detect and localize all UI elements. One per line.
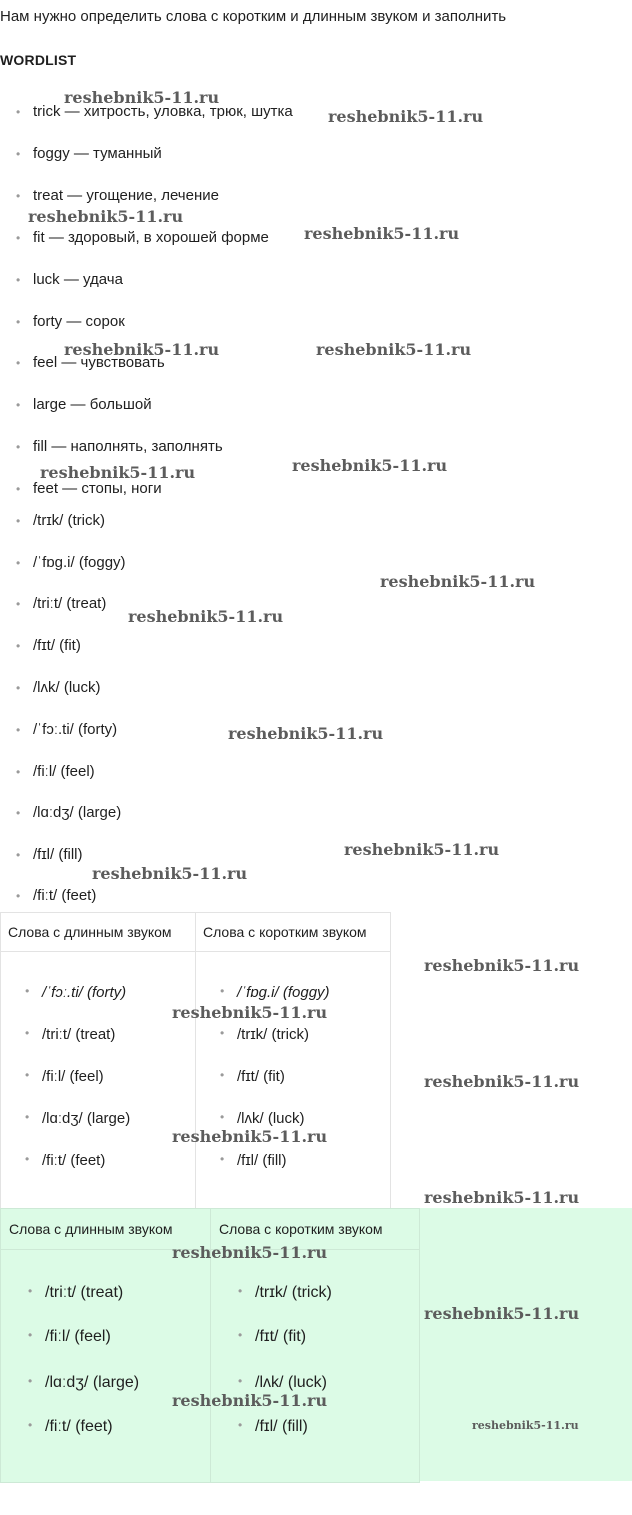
long-sound-cell — [1, 952, 196, 1209]
wordlist-item: • feel — чувствовать — [33, 353, 165, 373]
watermark: reshebnik5-11.ru — [316, 340, 472, 359]
list-item: • /fiːl/ (feel) — [42, 1068, 104, 1085]
watermark: reshebnik5-11.ru — [472, 1419, 579, 1432]
wordlist-item: • /ˈfɒɡ.i/ (foggy) — [33, 553, 126, 573]
sound-table-1 — [0, 912, 391, 1209]
intro-text: Нам нужно определить слова с коротким и длинным звуком и заполнить — [0, 8, 507, 25]
watermark: reshebnik5-11.ru — [172, 1127, 328, 1146]
wordlist-item: • large — большой — [33, 395, 152, 415]
wordlist-item: • feet — стопы, ноги — [33, 479, 162, 499]
list-item: • /lʌk/ (luck) — [255, 1374, 327, 1392]
watermark: reshebnik5-11.ru — [380, 572, 536, 591]
list-item: • /triːt/ (treat) — [45, 1284, 123, 1302]
list-item: • /ˈfɒɡ.i/ (foggy) — [237, 984, 330, 1001]
list-item: • /trɪk/ (trick) — [255, 1284, 332, 1302]
list-item: • /triːt/ (treat) — [42, 1026, 115, 1043]
watermark: reshebnik5-11.ru — [228, 724, 384, 743]
long-sound-cell — [1, 1250, 211, 1483]
watermark: reshebnik5-11.ru — [344, 840, 500, 859]
highlight-area — [420, 1208, 632, 1481]
list-item: • /fiːt/ (feet) — [42, 1152, 105, 1169]
long-sound-header: Слова с длинным звуком — [1, 1209, 211, 1250]
watermark: reshebnik5-11.ru — [64, 340, 220, 359]
wordlist-item: • luck — удача — [33, 270, 123, 290]
watermark: reshebnik5-11.ru — [172, 1391, 328, 1410]
list-item: • /fɪl/ (fill) — [255, 1418, 308, 1436]
wordlist-item: • foggy — туманный — [33, 144, 162, 164]
watermark: reshebnik5-11.ru — [40, 463, 196, 482]
watermark: reshebnik5-11.ru — [128, 607, 284, 626]
watermark: reshebnik5-11.ru — [92, 864, 248, 883]
list-item: • /trɪk/ (trick) — [237, 1026, 309, 1043]
wordlist-title: WORDLIST — [0, 52, 77, 68]
short-sound-cell — [211, 1250, 420, 1483]
wordlist-item: • /fɪt/ (fit) — [33, 636, 81, 656]
short-sound-header: Слова с коротким звуком — [196, 913, 391, 952]
wordlist-item: • trick — хитрость, уловка, трюк, шутка — [33, 102, 293, 122]
wordlist-item: • /fɪl/ (fill) — [33, 845, 83, 865]
list-item: • /lɑːdʒ/ (large) — [42, 1110, 130, 1127]
wordlist-item: • fill — наполнять, заполнять — [33, 437, 223, 457]
watermark: reshebnik5-11.ru — [172, 1243, 328, 1262]
watermark: reshebnik5-11.ru — [304, 224, 460, 243]
watermark: reshebnik5-11.ru — [28, 207, 184, 226]
wordlist-item: • treat — угощение, лечение — [33, 186, 219, 206]
watermark: reshebnik5-11.ru — [328, 107, 484, 126]
list-item: • /fiːl/ (feel) — [45, 1328, 111, 1346]
list-item: • /fiːt/ (feet) — [45, 1418, 113, 1436]
wordlist-item: • fit — здоровый, в хорошей форме — [33, 228, 269, 248]
long-sound-header: Слова с длинным звуком — [1, 913, 196, 952]
list-item: • /fɪl/ (fill) — [237, 1152, 287, 1169]
short-sound-header: Слова с коротким звуком — [211, 1209, 420, 1250]
watermark: reshebnik5-11.ru — [292, 456, 448, 475]
watermark: reshebnik5-11.ru — [424, 1188, 580, 1207]
wordlist-item: • /lɑːdʒ/ (large) — [33, 803, 121, 823]
wordlist-item: • /fiːl/ (feel) — [33, 762, 95, 782]
short-sound-cell — [196, 952, 391, 1209]
list-item: • /ˈfɔː.ti/ (forty) — [42, 984, 126, 1001]
wordlist-item: • /triːt/ (treat) — [33, 594, 106, 614]
watermark: reshebnik5-11.ru — [424, 1072, 580, 1091]
wordlist-item: • /ˈfɔː.ti/ (forty) — [33, 720, 117, 740]
list-item: • /lʌk/ (luck) — [237, 1110, 305, 1127]
watermark: reshebnik5-11.ru — [424, 1304, 580, 1323]
wordlist-item: • /lʌk/ (luck) — [33, 678, 101, 698]
wordlist-item: • /fiːt/ (feet) — [33, 886, 96, 906]
watermark: reshebnik5-11.ru — [172, 1003, 328, 1022]
list-item: • /lɑːdʒ/ (large) — [45, 1374, 139, 1392]
watermark: reshebnik5-11.ru — [64, 88, 220, 107]
wordlist-item: • forty — сорок — [33, 312, 125, 332]
list-item: • /fɪt/ (fit) — [255, 1328, 306, 1346]
wordlist-item: • /trɪk/ (trick) — [33, 511, 105, 531]
list-item: • /fɪt/ (fit) — [237, 1068, 285, 1085]
watermark: reshebnik5-11.ru — [424, 956, 580, 975]
